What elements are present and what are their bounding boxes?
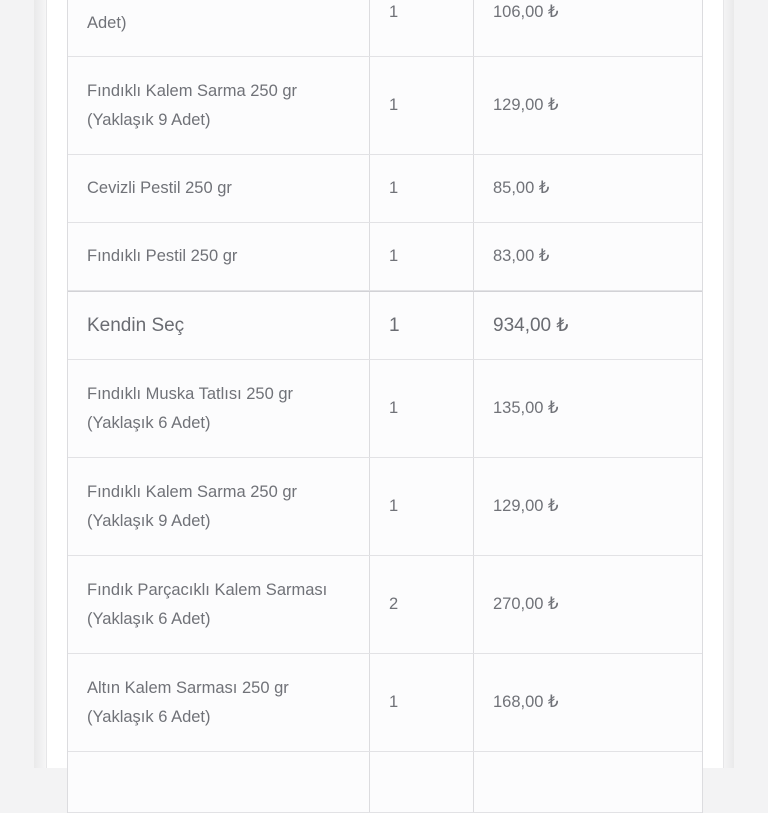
table-row	[68, 155, 702, 223]
item-name: Altın Kalem Sarması 250 gr (Yaklaşık 6 Adet)	[68, 654, 370, 751]
item-name: Cevizli Pestil 250 gr	[68, 155, 370, 222]
item-price: 168,00 ₺	[493, 693, 559, 711]
item-price: 135,00 ₺	[493, 399, 559, 417]
bundle-row	[68, 291, 702, 360]
item-price: 106,00 ₺	[493, 3, 559, 21]
table-row	[68, 556, 702, 654]
item-quantity: 1	[370, 360, 474, 457]
item-name: Fındık Parçacıklı Kalem Sarması (Yaklaşık 6 Adet)	[68, 556, 370, 653]
item-quantity: 1	[370, 155, 474, 222]
bundle-name: Kendin Seç	[68, 292, 370, 359]
item-price: 85,00 ₺	[493, 179, 550, 197]
item-quantity: 1	[370, 654, 474, 751]
item-name: Adet)	[68, 0, 370, 56]
table-row	[68, 57, 702, 155]
bundle-quantity: 1	[370, 292, 474, 359]
item-quantity: 1	[370, 57, 474, 154]
item-price: 83,00 ₺	[493, 247, 550, 265]
item-price	[474, 752, 701, 812]
table-row	[68, 654, 702, 752]
page-gutter-left	[34, 0, 46, 768]
item-price: 129,00 ₺	[493, 96, 559, 114]
item-name	[68, 752, 370, 812]
order-items-table	[67, 0, 703, 813]
item-quantity: 1	[370, 223, 474, 290]
item-price: 270,00 ₺	[493, 595, 559, 613]
table-row	[68, 0, 702, 57]
table-row	[68, 223, 702, 291]
table-row	[68, 360, 702, 458]
bundle-price: 934,00 ₺	[493, 315, 569, 336]
item-name: Fındıklı Muska Tatlısı 250 gr (Yaklaşık 6 Adet)	[68, 360, 370, 457]
item-quantity	[370, 752, 474, 812]
item-price: 129,00 ₺	[493, 497, 559, 515]
item-quantity: 2	[370, 556, 474, 653]
table-row	[68, 458, 702, 556]
item-quantity: 1	[370, 0, 474, 56]
item-name: Fındıklı Kalem Sarma 250 gr (Yaklaşık 9 Adet)	[68, 57, 370, 154]
item-name: Fındıklı Kalem Sarma 250 gr (Yaklaşık 9 Adet)	[68, 458, 370, 555]
table-row	[68, 752, 702, 813]
item-quantity: 1	[370, 458, 474, 555]
item-name: Fındıklı Pestil 250 gr	[68, 223, 370, 290]
